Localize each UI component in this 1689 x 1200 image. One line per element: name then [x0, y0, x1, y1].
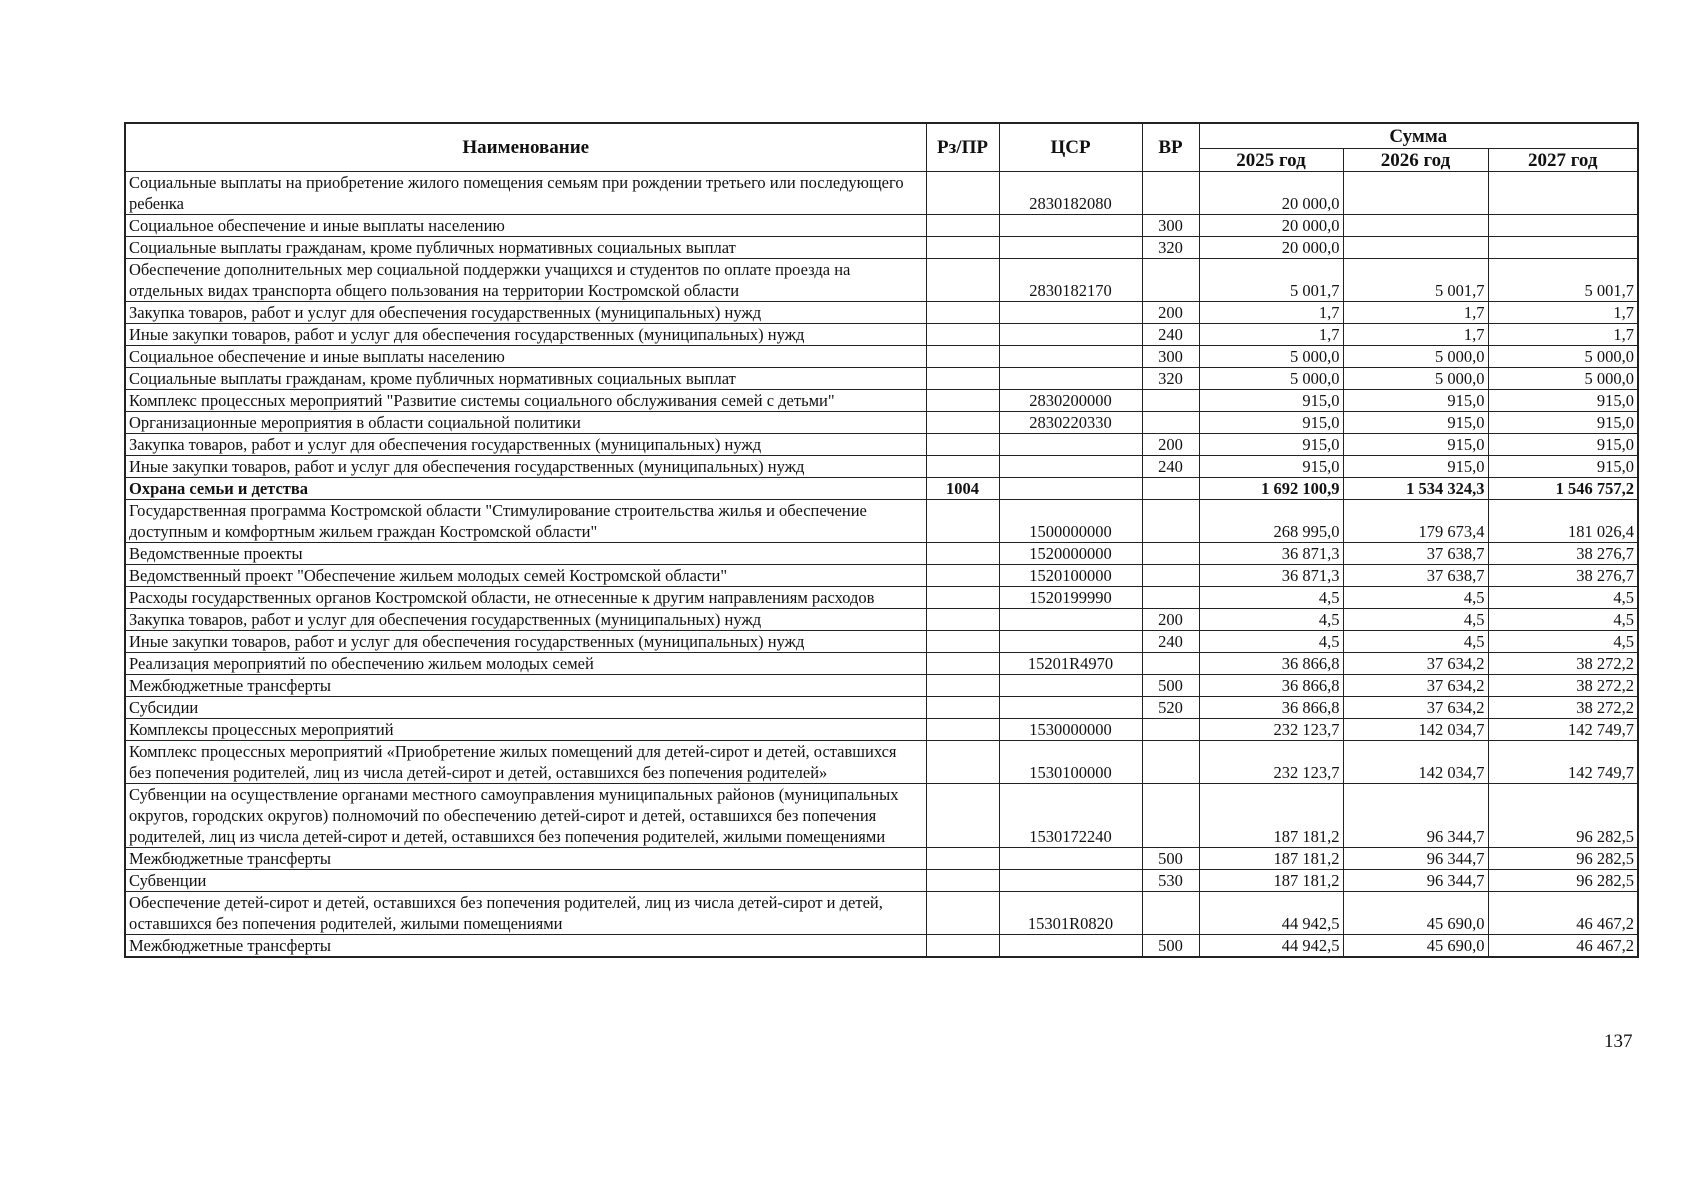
- cell-2027: 4,5: [1488, 587, 1638, 609]
- cell-2026: 142 034,7: [1343, 741, 1488, 784]
- table-row: [125, 565, 1638, 587]
- cell-2025: 1,7: [1199, 324, 1343, 346]
- cell-rzpr: [926, 456, 999, 478]
- cell-name: Субвенции: [125, 870, 926, 892]
- cell-2026: 5 001,7: [1343, 259, 1488, 302]
- col-header-2026: 2026 год: [1343, 149, 1488, 172]
- cell-2025: 5 001,7: [1199, 259, 1343, 302]
- cell-vr: [1142, 478, 1199, 500]
- cell-2025: 36 866,8: [1199, 697, 1343, 719]
- cell-2026: 5 000,0: [1343, 346, 1488, 368]
- cell-vr: 300: [1142, 215, 1199, 237]
- cell-name: Организационные мероприятия в области социальной политики: [125, 412, 926, 434]
- cell-vr: [1142, 565, 1199, 587]
- cell-2026: 37 634,2: [1343, 675, 1488, 697]
- cell-rzpr: [926, 848, 999, 870]
- cell-2026: 45 690,0: [1343, 935, 1488, 958]
- cell-2026: [1343, 237, 1488, 259]
- cell-csr: 15201R4970: [999, 653, 1142, 675]
- cell-vr: 500: [1142, 848, 1199, 870]
- cell-csr: [999, 631, 1142, 653]
- cell-name: Реализация мероприятий по обеспечению жильем молодых семей: [125, 653, 926, 675]
- cell-rzpr: [926, 719, 999, 741]
- cell-2026: 4,5: [1343, 631, 1488, 653]
- cell-rzpr: [926, 215, 999, 237]
- cell-2026: 5 000,0: [1343, 368, 1488, 390]
- table-row: [125, 741, 1638, 784]
- col-header-rzpr: Рз/ПР: [926, 123, 999, 172]
- cell-name: Закупка товаров, работ и услуг для обеспечения государственных (муниципальных) нужд: [125, 302, 926, 324]
- cell-2026: 96 344,7: [1343, 870, 1488, 892]
- cell-vr: [1142, 653, 1199, 675]
- cell-csr: [999, 848, 1142, 870]
- table-row: [125, 653, 1638, 675]
- cell-name: Межбюджетные трансферты: [125, 675, 926, 697]
- cell-rzpr: [926, 237, 999, 259]
- cell-csr: [999, 935, 1142, 958]
- cell-2026: 37 638,7: [1343, 543, 1488, 565]
- cell-name: Социальное обеспечение и иные выплаты населению: [125, 346, 926, 368]
- cell-2026: 142 034,7: [1343, 719, 1488, 741]
- cell-2027: 4,5: [1488, 609, 1638, 631]
- cell-2027: [1488, 172, 1638, 215]
- cell-rzpr: [926, 741, 999, 784]
- cell-csr: [999, 434, 1142, 456]
- cell-2025: 232 123,7: [1199, 719, 1343, 741]
- cell-csr: 1530172240: [999, 784, 1142, 848]
- cell-2027: 142 749,7: [1488, 719, 1638, 741]
- cell-2026: 37 638,7: [1343, 565, 1488, 587]
- cell-2026: [1343, 215, 1488, 237]
- cell-2026: 4,5: [1343, 587, 1488, 609]
- cell-rzpr: [926, 587, 999, 609]
- cell-name: Иные закупки товаров, работ и услуг для обеспечения государственных (муниципальных) нужд: [125, 631, 926, 653]
- cell-rzpr: [926, 172, 999, 215]
- cell-csr: 1520100000: [999, 565, 1142, 587]
- cell-name: Ведомственный проект "Обеспечение жильем молодых семей Костромской области": [125, 565, 926, 587]
- cell-vr: [1142, 412, 1199, 434]
- cell-csr: 1520199990: [999, 587, 1142, 609]
- cell-2026: 45 690,0: [1343, 892, 1488, 935]
- cell-vr: [1142, 719, 1199, 741]
- cell-2027: 1,7: [1488, 302, 1638, 324]
- cell-vr: 200: [1142, 609, 1199, 631]
- cell-2025: 232 123,7: [1199, 741, 1343, 784]
- table-row: [125, 675, 1638, 697]
- cell-name: Комплексы процессных мероприятий: [125, 719, 926, 741]
- cell-rzpr: [926, 784, 999, 848]
- cell-2027: 915,0: [1488, 456, 1638, 478]
- table-row: [125, 346, 1638, 368]
- cell-2026: 915,0: [1343, 456, 1488, 478]
- cell-2025: 36 866,8: [1199, 675, 1343, 697]
- cell-csr: [999, 324, 1142, 346]
- table-row: [125, 935, 1638, 958]
- cell-2025: 4,5: [1199, 609, 1343, 631]
- table-row: [125, 719, 1638, 741]
- cell-vr: [1142, 172, 1199, 215]
- cell-csr: 2830200000: [999, 390, 1142, 412]
- col-header-csr: ЦСР: [999, 123, 1142, 172]
- cell-vr: [1142, 784, 1199, 848]
- cell-csr: 2830182080: [999, 172, 1142, 215]
- cell-2026: 96 344,7: [1343, 784, 1488, 848]
- cell-2025: 36 871,3: [1199, 543, 1343, 565]
- cell-name: Обеспечение детей-сирот и детей, оставшихся без попечения родителей, лиц из числа детей-сирот и детей, оставшихся без попечения родителей, жилыми помещениями: [125, 892, 926, 935]
- cell-rzpr: 1004: [926, 478, 999, 500]
- cell-2027: 46 467,2: [1488, 935, 1638, 958]
- cell-2026: 179 673,4: [1343, 500, 1488, 543]
- cell-2025: 187 181,2: [1199, 870, 1343, 892]
- cell-2025: 1 692 100,9: [1199, 478, 1343, 500]
- cell-rzpr: [926, 675, 999, 697]
- budget-table: [124, 122, 1639, 958]
- cell-name: Социальные выплаты на приобретение жилого помещения семьям при рождении третьего или последующего ребенка: [125, 172, 926, 215]
- cell-2025: 187 181,2: [1199, 848, 1343, 870]
- cell-name: Межбюджетные трансферты: [125, 848, 926, 870]
- cell-2025: 915,0: [1199, 390, 1343, 412]
- cell-2025: 1,7: [1199, 302, 1343, 324]
- cell-2025: 5 000,0: [1199, 346, 1343, 368]
- cell-vr: [1142, 741, 1199, 784]
- cell-rzpr: [926, 368, 999, 390]
- cell-name: Субвенции на осуществление органами местного самоуправления муниципальных районов (муниципальных округов, городских округов) полномочий по обеспечению детей-сирот и детей, оставшихся без попечения родителей, лиц из числа детей-сирот и детей, оставшихся без попечения родителей, жилыми помещениями: [125, 784, 926, 848]
- cell-name: Охрана семьи и детства: [125, 478, 926, 500]
- cell-2026: 37 634,2: [1343, 697, 1488, 719]
- cell-name: Ведомственные проекты: [125, 543, 926, 565]
- table-row: [125, 870, 1638, 892]
- table-row: [125, 412, 1638, 434]
- table-header: [125, 123, 1638, 172]
- cell-2027: 38 272,2: [1488, 697, 1638, 719]
- cell-csr: 1500000000: [999, 500, 1142, 543]
- cell-2025: 44 942,5: [1199, 935, 1343, 958]
- cell-csr: [999, 237, 1142, 259]
- cell-2026: 1,7: [1343, 324, 1488, 346]
- cell-csr: 1530000000: [999, 719, 1142, 741]
- cell-2025: 4,5: [1199, 631, 1343, 653]
- cell-vr: 300: [1142, 346, 1199, 368]
- cell-vr: 530: [1142, 870, 1199, 892]
- table-row: [125, 631, 1638, 653]
- cell-rzpr: [926, 870, 999, 892]
- cell-csr: [999, 215, 1142, 237]
- cell-2027: 1,7: [1488, 324, 1638, 346]
- cell-csr: [999, 302, 1142, 324]
- col-header-vr: ВР: [1142, 123, 1199, 172]
- cell-2027: 96 282,5: [1488, 848, 1638, 870]
- cell-2026: 1 534 324,3: [1343, 478, 1488, 500]
- cell-2025: 915,0: [1199, 412, 1343, 434]
- cell-2026: 1,7: [1343, 302, 1488, 324]
- cell-name: Межбюджетные трансферты: [125, 935, 926, 958]
- cell-rzpr: [926, 543, 999, 565]
- cell-2027: [1488, 237, 1638, 259]
- col-header-sum: Сумма: [1199, 123, 1638, 149]
- cell-vr: [1142, 500, 1199, 543]
- cell-csr: [999, 870, 1142, 892]
- table-row: [125, 848, 1638, 870]
- cell-2026: 96 344,7: [1343, 848, 1488, 870]
- cell-2025: 36 866,8: [1199, 653, 1343, 675]
- cell-csr: 15301R0820: [999, 892, 1142, 935]
- cell-csr: [999, 609, 1142, 631]
- table-row: [125, 302, 1638, 324]
- cell-2025: 268 995,0: [1199, 500, 1343, 543]
- cell-vr: [1142, 543, 1199, 565]
- cell-2027: 46 467,2: [1488, 892, 1638, 935]
- cell-2027: 96 282,5: [1488, 784, 1638, 848]
- col-header-name: Наименование: [125, 123, 926, 172]
- table-row: [125, 500, 1638, 543]
- cell-csr: 2830182170: [999, 259, 1142, 302]
- cell-2026: [1343, 172, 1488, 215]
- cell-vr: 320: [1142, 237, 1199, 259]
- cell-rzpr: [926, 412, 999, 434]
- cell-2026: 915,0: [1343, 434, 1488, 456]
- cell-rzpr: [926, 653, 999, 675]
- col-header-2027: 2027 год: [1488, 149, 1638, 172]
- table-row: [125, 892, 1638, 935]
- cell-rzpr: [926, 434, 999, 456]
- cell-name: Социальные выплаты гражданам, кроме публичных нормативных социальных выплат: [125, 368, 926, 390]
- table-row: [125, 368, 1638, 390]
- cell-2027: 5 001,7: [1488, 259, 1638, 302]
- table-row: [125, 259, 1638, 302]
- cell-2027: 142 749,7: [1488, 741, 1638, 784]
- cell-name: Закупка товаров, работ и услуг для обеспечения государственных (муниципальных) нужд: [125, 434, 926, 456]
- cell-2027: 38 272,2: [1488, 653, 1638, 675]
- cell-2027: 5 000,0: [1488, 346, 1638, 368]
- table-row: [125, 456, 1638, 478]
- cell-2027: 96 282,5: [1488, 870, 1638, 892]
- cell-2027: 5 000,0: [1488, 368, 1638, 390]
- cell-2026: 915,0: [1343, 390, 1488, 412]
- table-row: [125, 434, 1638, 456]
- cell-csr: [999, 368, 1142, 390]
- cell-rzpr: [926, 697, 999, 719]
- table-body: [125, 172, 1638, 958]
- table-row: [125, 543, 1638, 565]
- table-row: [125, 390, 1638, 412]
- table-row: [125, 172, 1638, 215]
- table-row: [125, 478, 1638, 500]
- cell-2027: 915,0: [1488, 434, 1638, 456]
- cell-2025: 4,5: [1199, 587, 1343, 609]
- cell-2026: 915,0: [1343, 412, 1488, 434]
- cell-csr: [999, 675, 1142, 697]
- cell-rzpr: [926, 935, 999, 958]
- table-row: [125, 784, 1638, 848]
- cell-2026: 4,5: [1343, 609, 1488, 631]
- table-row: [125, 324, 1638, 346]
- cell-rzpr: [926, 324, 999, 346]
- cell-2026: 37 634,2: [1343, 653, 1488, 675]
- cell-vr: 520: [1142, 697, 1199, 719]
- cell-vr: [1142, 390, 1199, 412]
- cell-2025: 20 000,0: [1199, 172, 1343, 215]
- cell-vr: [1142, 892, 1199, 935]
- cell-vr: 200: [1142, 302, 1199, 324]
- cell-2025: 20 000,0: [1199, 237, 1343, 259]
- cell-vr: 320: [1142, 368, 1199, 390]
- cell-csr: [999, 697, 1142, 719]
- table-row: [125, 697, 1638, 719]
- cell-2025: 187 181,2: [1199, 784, 1343, 848]
- cell-rzpr: [926, 892, 999, 935]
- cell-name: Иные закупки товаров, работ и услуг для обеспечения государственных (муниципальных) нужд: [125, 324, 926, 346]
- cell-rzpr: [926, 565, 999, 587]
- cell-name: Обеспечение дополнительных мер социальной поддержки учащихся и студентов по оплате проезда на отдельных видах транспорта общего пользования на территории Костромской области: [125, 259, 926, 302]
- cell-rzpr: [926, 346, 999, 368]
- cell-rzpr: [926, 390, 999, 412]
- cell-2027: 38 276,7: [1488, 565, 1638, 587]
- cell-csr: 2830220330: [999, 412, 1142, 434]
- cell-vr: 200: [1142, 434, 1199, 456]
- page-number: 137: [1604, 1031, 1633, 1052]
- cell-name: Государственная программа Костромской области "Стимулирование строительства жилья и обеспечение доступным и комфортным жильем граждан Костромской области": [125, 500, 926, 543]
- cell-2025: 915,0: [1199, 434, 1343, 456]
- cell-name: Комплекс процессных мероприятий «Приобретение жилых помещений для детей-сирот и детей, оставшихся без попечения родителей, лиц из числа детей-сирот и детей, оставшихся без попечения родителей»: [125, 741, 926, 784]
- cell-rzpr: [926, 259, 999, 302]
- cell-rzpr: [926, 609, 999, 631]
- cell-vr: 240: [1142, 456, 1199, 478]
- cell-2025: 915,0: [1199, 456, 1343, 478]
- cell-csr: 1530100000: [999, 741, 1142, 784]
- cell-name: Социальное обеспечение и иные выплаты населению: [125, 215, 926, 237]
- cell-csr: [999, 456, 1142, 478]
- cell-2027: 38 276,7: [1488, 543, 1638, 565]
- cell-2025: 36 871,3: [1199, 565, 1343, 587]
- cell-2027: 181 026,4: [1488, 500, 1638, 543]
- cell-2027: [1488, 215, 1638, 237]
- cell-2025: 5 000,0: [1199, 368, 1343, 390]
- cell-2027: 4,5: [1488, 631, 1638, 653]
- cell-vr: 240: [1142, 324, 1199, 346]
- cell-name: Комплекс процессных мероприятий "Развитие системы социального обслуживания семей с детьми": [125, 390, 926, 412]
- col-header-2025: 2025 год: [1199, 149, 1343, 172]
- cell-rzpr: [926, 500, 999, 543]
- table-row: [125, 609, 1638, 631]
- table-row: [125, 215, 1638, 237]
- cell-rzpr: [926, 302, 999, 324]
- cell-2027: 1 546 757,2: [1488, 478, 1638, 500]
- cell-csr: 1520000000: [999, 543, 1142, 565]
- cell-vr: [1142, 259, 1199, 302]
- cell-2027: 38 272,2: [1488, 675, 1638, 697]
- cell-name: Социальные выплаты гражданам, кроме публичных нормативных социальных выплат: [125, 237, 926, 259]
- table-row: [125, 587, 1638, 609]
- cell-name: Субсидии: [125, 697, 926, 719]
- table-row: [125, 237, 1638, 259]
- cell-2025: 44 942,5: [1199, 892, 1343, 935]
- cell-csr: [999, 478, 1142, 500]
- cell-name: Закупка товаров, работ и услуг для обеспечения государственных (муниципальных) нужд: [125, 609, 926, 631]
- cell-2027: 915,0: [1488, 390, 1638, 412]
- cell-vr: 240: [1142, 631, 1199, 653]
- cell-rzpr: [926, 631, 999, 653]
- cell-vr: 500: [1142, 935, 1199, 958]
- cell-name: Иные закупки товаров, работ и услуг для обеспечения государственных (муниципальных) нужд: [125, 456, 926, 478]
- cell-2027: 915,0: [1488, 412, 1638, 434]
- cell-2025: 20 000,0: [1199, 215, 1343, 237]
- cell-csr: [999, 346, 1142, 368]
- cell-vr: 500: [1142, 675, 1199, 697]
- cell-name: Расходы государственных органов Костромской области, не отнесенные к другим направлениям расходов: [125, 587, 926, 609]
- cell-vr: [1142, 587, 1199, 609]
